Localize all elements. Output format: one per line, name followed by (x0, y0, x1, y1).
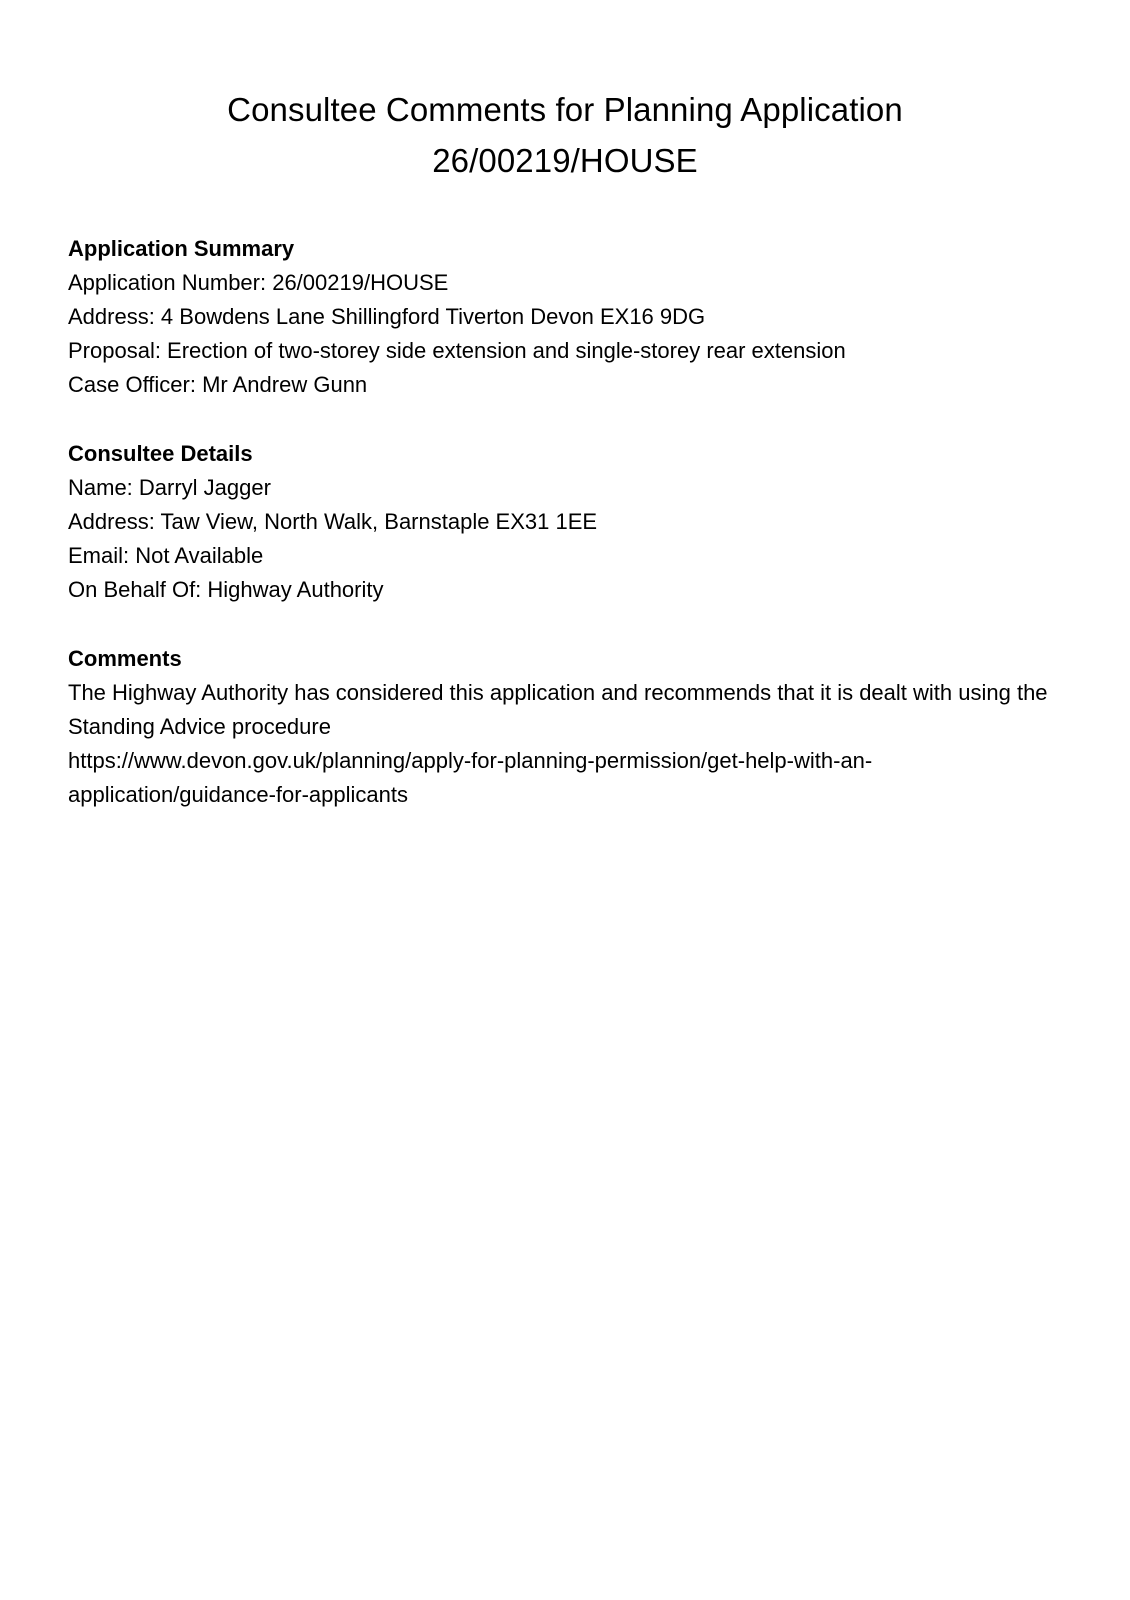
consultee-details-heading: Consultee Details (68, 441, 253, 466)
consultee-email: Email: Not Available (68, 543, 264, 568)
comments-heading: Comments (68, 646, 182, 671)
application-summary-section (68, 232, 1058, 402)
consultee-details-section (68, 437, 1058, 607)
title-line-1: Consultee Comments for Planning Application (227, 91, 903, 128)
comments-section (68, 642, 1058, 812)
document-body (68, 232, 1058, 847)
application-proposal: Proposal: Erection of two-storey side extension and single-storey rear extension (68, 338, 846, 363)
application-number: Application Number: 26/00219/HOUSE (68, 270, 449, 295)
comment-body: The Highway Authority has considered this application and recommends that it is dealt with using the Standing Advice procedure (68, 680, 1048, 739)
consultee-name: Name: Darryl Jagger (68, 475, 271, 500)
page-title (0, 84, 1130, 186)
title-line-2: 26/00219/HOUSE (432, 142, 698, 179)
consultee-on-behalf-of: On Behalf Of: Highway Authority (68, 577, 384, 602)
application-address: Address: 4 Bowdens Lane Shillingford Tiverton Devon EX16 9DG (68, 304, 706, 329)
case-officer: Case Officer: Mr Andrew Gunn (68, 372, 368, 397)
comment-url-line-1: https://www.devon.gov.uk/planning/apply-for-planning-permission/get-help-with-an- (68, 748, 873, 773)
comment-url-line-2: application/guidance-for-applicants (68, 782, 408, 807)
consultee-address: Address: Taw View, North Walk, Barnstaple EX31 1EE (68, 509, 598, 534)
application-summary-heading: Application Summary (68, 236, 295, 261)
